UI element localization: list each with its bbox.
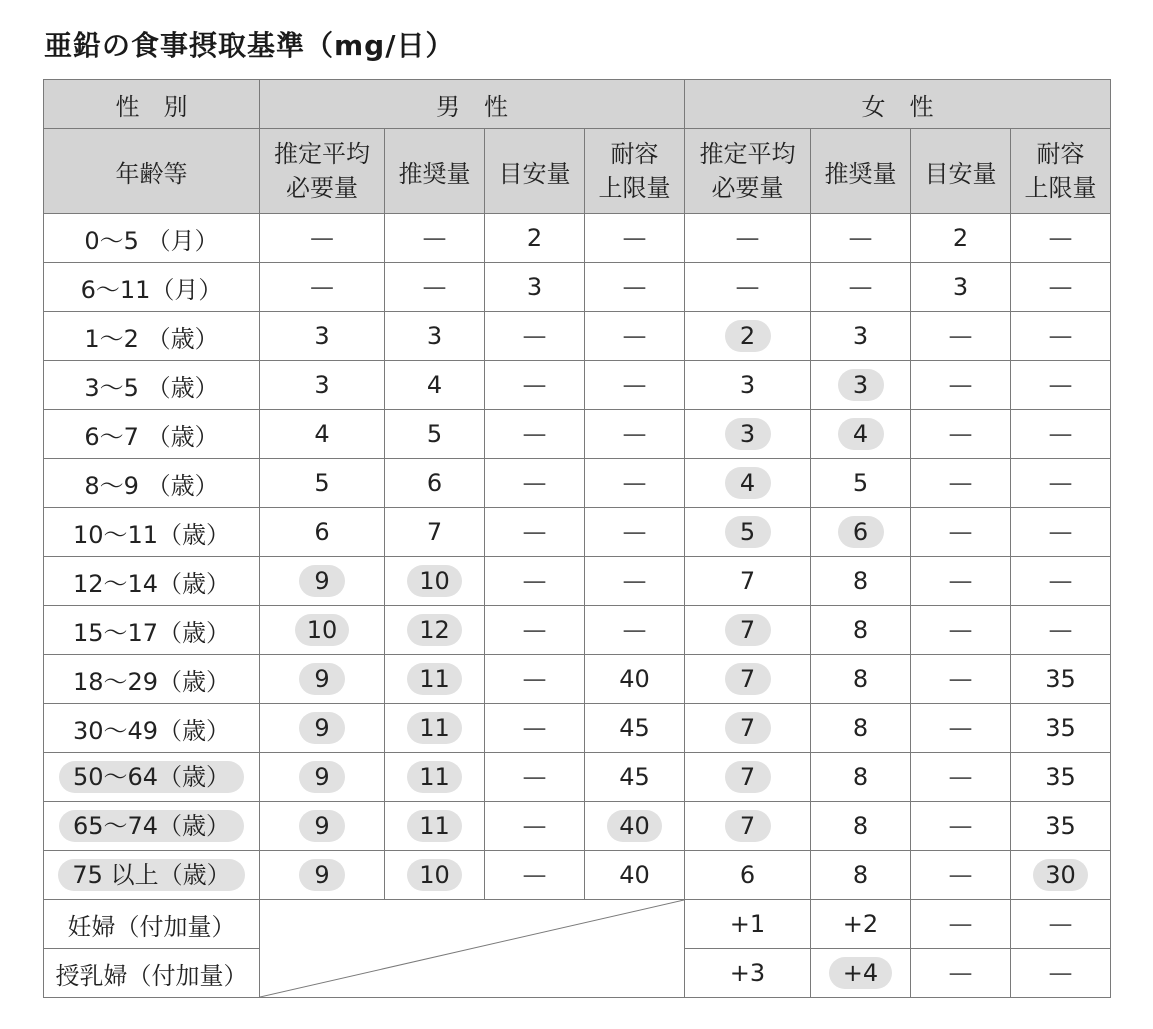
value-cell: —	[485, 410, 585, 459]
value-cell: —	[485, 704, 585, 753]
value-cell: —	[911, 312, 1011, 361]
age-cell: 15～17（歳）	[44, 606, 260, 655]
age-cell: 30～49（歳）	[44, 704, 260, 753]
age-cell: 0～5 （月）	[44, 214, 260, 263]
value-cell: 8	[811, 606, 911, 655]
value-cell: 5	[385, 410, 485, 459]
value-cell: 30	[1011, 851, 1111, 900]
table-row	[44, 410, 1111, 459]
value-cell: —	[1011, 949, 1111, 998]
value-cell: 6	[685, 851, 811, 900]
value-cell: 11	[385, 802, 485, 851]
value-cell: 7	[385, 508, 485, 557]
age-cell: 12～14（歳）	[44, 557, 260, 606]
age-cell: 6～11（月）	[44, 263, 260, 312]
value-cell: —	[585, 361, 685, 410]
value-cell: 7	[685, 606, 811, 655]
value-cell: 2	[911, 214, 1011, 263]
value-cell: —	[585, 312, 685, 361]
value-cell: 8	[811, 851, 911, 900]
value-cell: —	[811, 263, 911, 312]
value-cell: —	[685, 263, 811, 312]
value-cell: 2	[485, 214, 585, 263]
value-cell: 4	[685, 459, 811, 508]
value-cell: —	[585, 557, 685, 606]
value-cell: —	[260, 263, 385, 312]
value-cell: —	[1011, 312, 1111, 361]
table-row	[44, 753, 1111, 802]
sex-header: 性 別	[44, 80, 260, 129]
value-cell: 7	[685, 655, 811, 704]
female-rda-header: 推奨量	[811, 129, 911, 214]
zinc-intake-table	[43, 79, 1111, 998]
age-cell: 1～2 （歳）	[44, 312, 260, 361]
value-cell: 6	[811, 508, 911, 557]
table-row	[44, 508, 1111, 557]
female-ul-header: 耐容 上限量	[1011, 129, 1111, 214]
table-row	[44, 459, 1111, 508]
value-cell: —	[485, 508, 585, 557]
value-cell: 11	[385, 655, 485, 704]
value-cell: 9	[260, 753, 385, 802]
table-row	[44, 214, 1111, 263]
value-cell: —	[911, 802, 1011, 851]
value-cell: —	[911, 459, 1011, 508]
value-cell: 4	[385, 361, 485, 410]
value-cell: 3	[260, 312, 385, 361]
value-cell: —	[585, 606, 685, 655]
value-cell: 3	[811, 361, 911, 410]
value-cell: 3	[685, 361, 811, 410]
value-cell: —	[585, 214, 685, 263]
value-cell: 35	[1011, 704, 1111, 753]
value-cell: —	[260, 214, 385, 263]
value-cell: +3	[685, 949, 811, 998]
value-cell: —	[485, 459, 585, 508]
value-cell: 9	[260, 655, 385, 704]
age-cell: 3～5 （歳）	[44, 361, 260, 410]
value-cell: —	[485, 312, 585, 361]
value-cell: 3	[811, 312, 911, 361]
value-cell: —	[911, 655, 1011, 704]
value-cell: 12	[385, 606, 485, 655]
value-cell: —	[1011, 263, 1111, 312]
value-cell: 11	[385, 704, 485, 753]
age-cell: 10～11（歳）	[44, 508, 260, 557]
age-cell: 75 以上（歳）	[44, 851, 260, 900]
female-header: 女 性	[685, 80, 1111, 129]
age-header: 年齢等	[44, 129, 260, 214]
not-applicable-cell	[260, 900, 685, 998]
age-cell: 18～29（歳）	[44, 655, 260, 704]
value-cell: —	[911, 410, 1011, 459]
value-cell: 9	[260, 802, 385, 851]
table-row	[44, 312, 1111, 361]
value-cell: —	[911, 704, 1011, 753]
value-cell: 8	[811, 802, 911, 851]
value-cell: 3	[485, 263, 585, 312]
value-cell: 3	[685, 410, 811, 459]
age-cell: 授乳婦（付加量）	[44, 949, 260, 998]
value-cell: 10	[260, 606, 385, 655]
value-cell: —	[911, 851, 1011, 900]
value-cell: —	[911, 949, 1011, 998]
value-cell: 9	[260, 557, 385, 606]
value-cell: 35	[1011, 655, 1111, 704]
table-row	[44, 704, 1111, 753]
male-rda-header: 推奨量	[385, 129, 485, 214]
value-cell: 10	[385, 557, 485, 606]
value-cell: —	[1011, 900, 1111, 949]
page-title: 亜鉛の食事摂取基準（mg/日）	[44, 29, 455, 62]
value-cell: 40	[585, 851, 685, 900]
table-row	[44, 802, 1111, 851]
value-cell: —	[911, 557, 1011, 606]
value-cell: —	[485, 606, 585, 655]
value-cell: —	[911, 361, 1011, 410]
value-cell: —	[1011, 214, 1111, 263]
value-cell: —	[811, 214, 911, 263]
value-cell: —	[485, 851, 585, 900]
value-cell: —	[1011, 361, 1111, 410]
value-cell: +2	[811, 900, 911, 949]
value-cell: 40	[585, 802, 685, 851]
age-cell: 8～9 （歳）	[44, 459, 260, 508]
value-cell: 9	[260, 704, 385, 753]
value-cell: 3	[260, 361, 385, 410]
value-cell: 6	[260, 508, 385, 557]
value-cell: 5	[811, 459, 911, 508]
value-cell: —	[1011, 508, 1111, 557]
value-cell: 11	[385, 753, 485, 802]
value-cell: 8	[811, 704, 911, 753]
male-ul-header: 耐容 上限量	[585, 129, 685, 214]
value-cell: —	[485, 802, 585, 851]
male-header: 男 性	[260, 80, 685, 129]
value-cell: —	[911, 508, 1011, 557]
value-cell: +1	[685, 900, 811, 949]
table-row	[44, 263, 1111, 312]
value-cell: 6	[385, 459, 485, 508]
table-row	[44, 606, 1111, 655]
male-ai-header: 目安量	[485, 129, 585, 214]
value-cell: 7	[685, 753, 811, 802]
value-cell: —	[585, 410, 685, 459]
table-row	[44, 557, 1111, 606]
value-cell: —	[1011, 410, 1111, 459]
age-cell: 妊婦（付加量）	[44, 900, 260, 949]
value-cell: 45	[585, 753, 685, 802]
table-row-pregnant	[44, 900, 1111, 949]
value-cell: —	[911, 753, 1011, 802]
value-cell: —	[911, 606, 1011, 655]
age-cell: 65～74（歳）	[44, 802, 260, 851]
value-cell: 8	[811, 753, 911, 802]
value-cell: 5	[685, 508, 811, 557]
value-cell: 7	[685, 704, 811, 753]
diagonal-line	[260, 900, 684, 997]
value-cell: —	[585, 459, 685, 508]
value-cell: 35	[1011, 802, 1111, 851]
value-cell: —	[1011, 459, 1111, 508]
value-cell: —	[585, 508, 685, 557]
age-cell: 50～64（歳）	[44, 753, 260, 802]
value-cell: 7	[685, 557, 811, 606]
male-ear-header: 推定平均 必要量	[260, 129, 385, 214]
table-row	[44, 655, 1111, 704]
value-cell: 10	[385, 851, 485, 900]
value-cell: —	[1011, 557, 1111, 606]
female-ear-header: 推定平均 必要量	[685, 129, 811, 214]
value-cell: —	[1011, 606, 1111, 655]
female-ai-header: 目安量	[911, 129, 1011, 214]
value-cell: 8	[811, 557, 911, 606]
value-cell: 2	[685, 312, 811, 361]
value-cell: —	[585, 263, 685, 312]
value-cell: —	[485, 557, 585, 606]
value-cell: 3	[911, 263, 1011, 312]
value-cell: 5	[260, 459, 385, 508]
value-cell: 4	[260, 410, 385, 459]
value-cell: 8	[811, 655, 911, 704]
value-cell: 7	[685, 802, 811, 851]
value-cell: 45	[585, 704, 685, 753]
value-cell: —	[685, 214, 811, 263]
value-cell: —	[485, 753, 585, 802]
value-cell: 4	[811, 410, 911, 459]
table-row	[44, 361, 1111, 410]
value-cell: —	[485, 361, 585, 410]
value-cell: —	[385, 263, 485, 312]
value-cell: —	[485, 655, 585, 704]
value-cell: 9	[260, 851, 385, 900]
value-cell: 3	[385, 312, 485, 361]
table-row	[44, 851, 1111, 900]
value-cell: 35	[1011, 753, 1111, 802]
age-cell: 6～7 （歳）	[44, 410, 260, 459]
value-cell: 40	[585, 655, 685, 704]
value-cell: —	[911, 900, 1011, 949]
value-cell: —	[385, 214, 485, 263]
value-cell: +4	[811, 949, 911, 998]
